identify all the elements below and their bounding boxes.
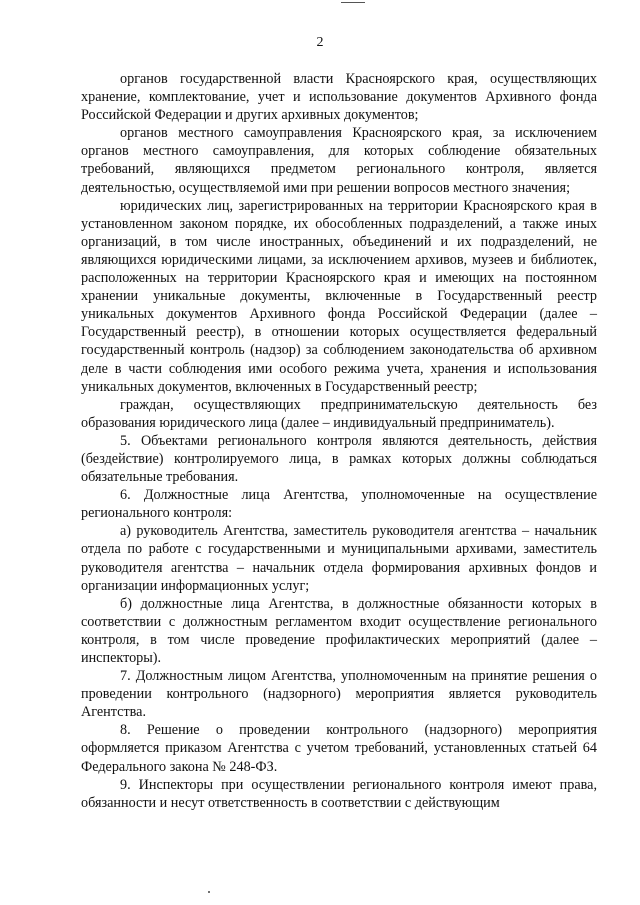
paragraph-state-authorities: органов государственной власти Красноярского края, осуществляющих хранение, комплектование, учет и использование документов Архивного фонда Российской Федерации и других архивных документов; <box>81 71 597 124</box>
paragraph-local-government: органов местного самоуправления Красноярского края, за исключением органов местного самоуправления, для которых соблюдение обязательных требований, являющихся предметом регионального контроля, является деятельностью, осуществляемой ими при решении вопросов местного значения; <box>81 125 597 196</box>
paragraph-item-9: 9. Инспекторы при осуществлении регионального контроля имеют права, обязанности и несут ответственность в соответствии с действующим <box>81 776 597 811</box>
paragraph-item-6: 6. Должностные лица Агентства, уполномоченные на осуществление регионального контроля: <box>81 487 597 522</box>
paragraph-item-8: 8. Решение о проведении контрольного (надзорного) мероприятия оформляется приказом Агентства с учетом требований, установленных статьей 64 Федерального закона № 248-ФЗ. <box>81 722 597 775</box>
paragraph-item-5: 5. Объектами регионального контроля являются деятельность, действия (бездействие) контролируемого лица, в рамках которых должны соблюдаться обязательные требования. <box>81 432 597 486</box>
paragraph-individual-entrepreneurs: граждан, осуществляющих предпринимательскую деятельность без образования юридического лица (далее – индивидуальный предприниматель). <box>81 396 597 431</box>
paragraph-item-6b: б) должностные лица Агентства, в должностные обязанности которых в соответствии с должностным регламентом входит осуществление регионального контроля, в том числе проведение профилактических мероприятий (далее – инспекторы). <box>81 595 597 666</box>
paragraph-item-7: 7. Должностным лицом Агентства, уполномоченным на принятие решения о проведении контрольного (надзорного) мероприятия является руководитель Агентства. <box>81 668 597 721</box>
document-body <box>81 70 597 812</box>
top-rule <box>341 2 365 3</box>
paragraph-item-6a: а) руководитель Агентства, заместитель руководителя агентства – начальник отдела по работе с государственными и муниципальными архивами, заместитель руководителя агентства – начальник отдела формирования архивных фондов и организации информационных услуг; <box>81 523 597 594</box>
scan-mark <box>208 891 210 893</box>
page-number: 2 <box>316 35 324 50</box>
paragraph-legal-entities: юридических лиц, зарегистрированных на территории Красноярского края в установленном законом порядке, их обособленных подразделений, а также иных организаций, в том числе иностранных, объединений и их подразделений, не являющихся юридическими лицами, за исключением архивов, музеев и библиотек, расположенных на территории Красноярского края и имеющих на постоянном хранении уникальные документы, включенные в Государственный реестр уникальных документов Архивного фонда Российской Федерации (далее – Государственный реестр), в отношении которых осуществляется федеральный государственный контроль (надзор) за соблюдением законодательства об архивном деле в части соблюдения ими особого режима учета, хранения и использования уникальных документов, включенных в Государственный реестр; <box>81 197 597 395</box>
